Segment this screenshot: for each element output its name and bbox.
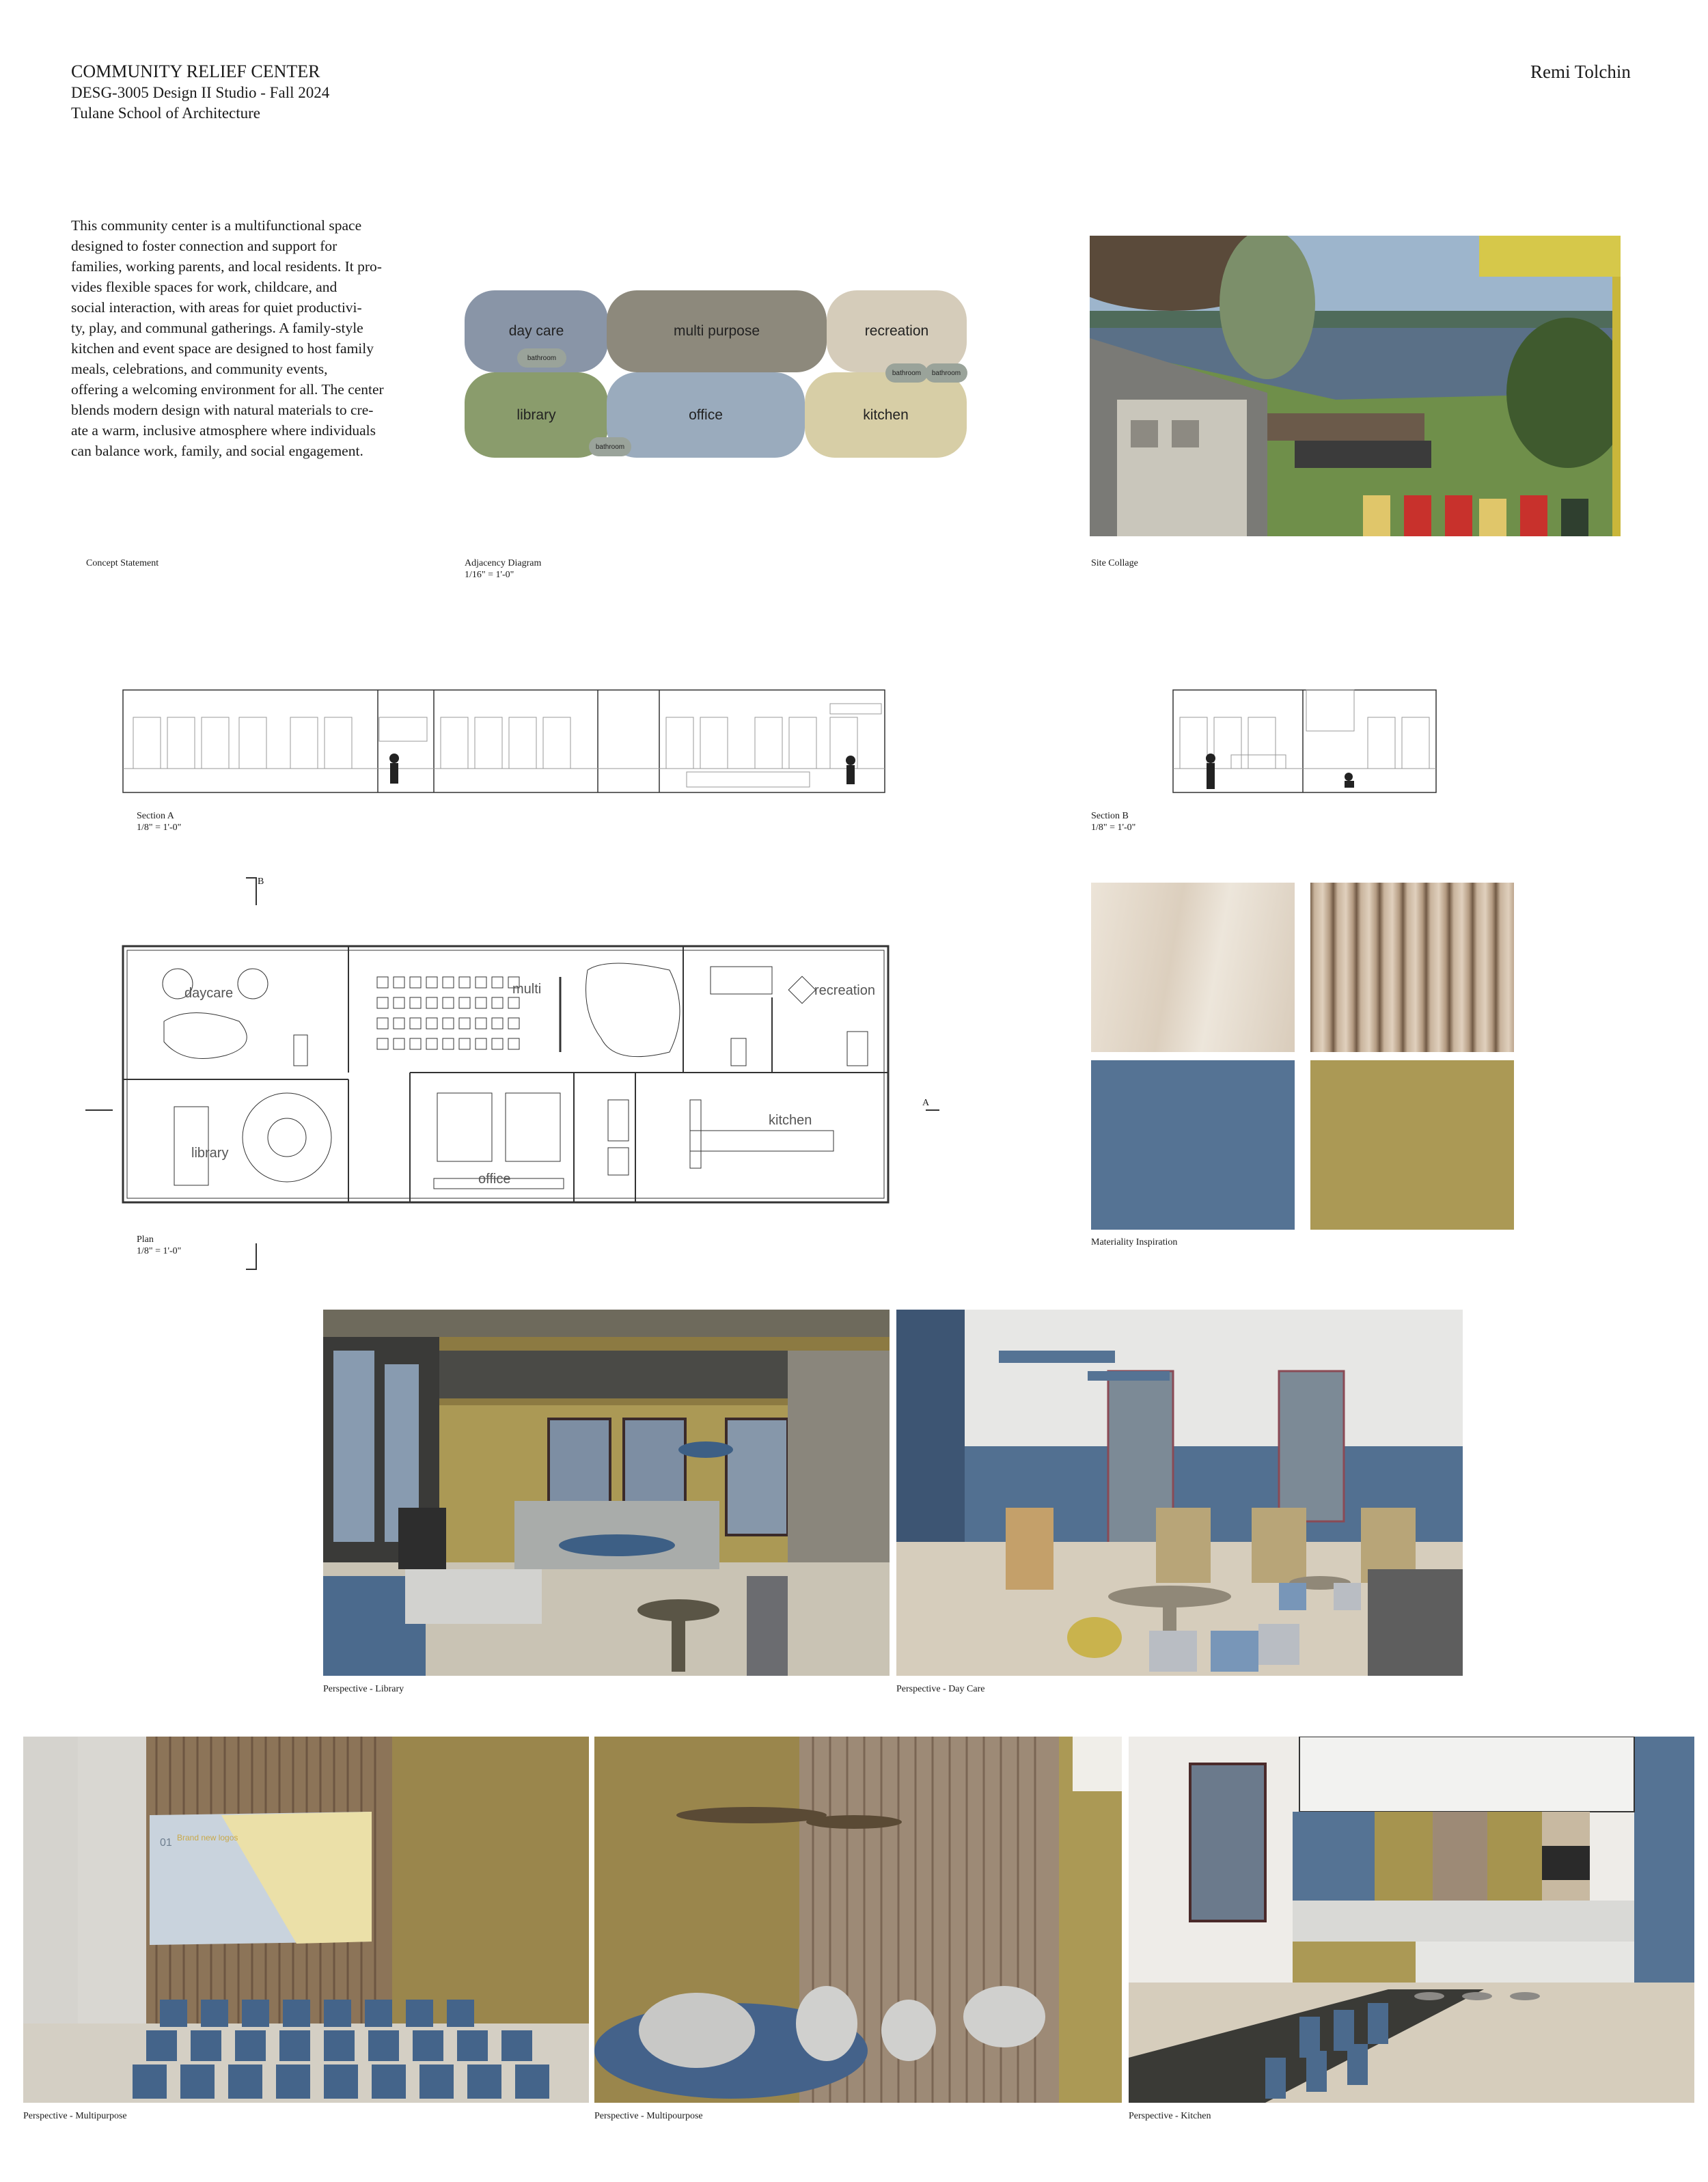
concept-line: ty, play, and communal gatherings. A family-style <box>71 320 363 336</box>
plan-scale: 1/8" = 1'-0" <box>137 1246 182 1256</box>
bubble-kitchen: kitchen <box>805 372 967 458</box>
section-b-caption: Section B <box>1091 811 1129 821</box>
screen-number: 01 <box>160 1837 172 1849</box>
perspective-kitchen-caption: Perspective - Kitchen <box>1129 2111 1211 2121</box>
site-collage-caption: Site Collage <box>1091 558 1138 568</box>
plan-label-multi: multi <box>512 982 542 997</box>
bubble-library: library <box>465 372 608 458</box>
plan-label-recreation: recreation <box>814 983 875 998</box>
concept-line: families, working parents, and local residents. It pro- <box>71 258 382 275</box>
perspective-daycare-caption: Perspective - Day Care <box>896 1684 985 1694</box>
concept-line: kitchen and event space are designed to host family <box>71 340 374 357</box>
perspective-library-render <box>323 1310 890 1676</box>
bathroom-node: bathroom <box>517 348 566 368</box>
adjacency-caption: Adjacency Diagram <box>465 558 542 568</box>
adjacency-scale: 1/16" = 1'-0" <box>465 570 514 580</box>
materiality-caption: Materiality Inspiration <box>1091 1237 1178 1247</box>
project-title: COMMUNITY RELIEF CENTER <box>71 61 320 81</box>
bathroom-node: bathroom <box>925 363 967 383</box>
concept-line: blends modern design with natural materials to cre- <box>71 402 374 418</box>
screen-text: Brand new logos <box>177 1833 238 1842</box>
section-b-drawing <box>1170 687 1440 799</box>
floor-plan-drawing <box>82 874 943 1271</box>
perspective-multipurpose-2-caption: Perspective - Multipourpose <box>594 2111 703 2121</box>
material-ochre-swatch <box>1310 1060 1514 1230</box>
plan-caption: Plan <box>137 1234 154 1245</box>
author-name: Remi Tolchin <box>1530 61 1631 82</box>
perspective-multipurpose-render <box>23 1737 589 2103</box>
concept-line: This community center is a multifunctional space <box>71 217 362 234</box>
concept-line: designed to foster connection and support for <box>71 238 338 254</box>
perspective-multipurpose-1-caption: Perspective - Multipurpose <box>23 2111 127 2121</box>
bubble-multi-purpose: multi purpose <box>607 290 827 372</box>
bubble-office: office <box>607 372 805 458</box>
course-line: DESG-3005 Design II Studio - Fall 2024 <box>71 84 330 101</box>
section-a-marker-label: A <box>922 1098 930 1108</box>
section-b-scale: 1/8" = 1'-0" <box>1091 823 1136 833</box>
plan-label-kitchen: kitchen <box>769 1113 812 1128</box>
concept-statement <box>71 215 426 461</box>
material-blue-swatch <box>1091 1060 1295 1230</box>
bubble-recreation: recreation <box>827 290 967 372</box>
concept-caption: Concept Statement <box>86 558 159 568</box>
perspective-kitchen-render <box>1129 1737 1694 2103</box>
section-a-caption: Section A <box>137 811 174 821</box>
perspective-multipurpose-2-render <box>594 1737 1122 2103</box>
concept-line: can balance work, family, and social engagement. <box>71 443 363 459</box>
perspective-library-caption: Perspective - Library <box>323 1684 404 1694</box>
section-b-marker-label: B <box>258 876 264 887</box>
school-line: Tulane School of Architecture <box>71 105 261 122</box>
concept-line: vides flexible spaces for work, childcare, and <box>71 279 338 295</box>
plan-label-daycare: daycare <box>184 986 234 1001</box>
bathroom-node: bathroom <box>885 363 928 383</box>
concept-line: ate a warm, inclusive atmosphere where individuals <box>71 422 376 439</box>
bathroom-node: bathroom <box>589 437 631 456</box>
material-light-wood-swatch <box>1091 883 1295 1052</box>
section-a-drawing <box>120 687 888 799</box>
concept-line: meals, celebrations, and community events, <box>71 361 328 377</box>
bubble-day-care: day care <box>465 290 608 372</box>
plan-label-office: office <box>478 1172 511 1187</box>
concept-line: offering a welcoming environment for all. The center <box>71 381 384 398</box>
plan-label-library: library <box>191 1146 229 1161</box>
material-wood-slat-swatch <box>1310 883 1514 1052</box>
section-a-scale: 1/8" = 1'-0" <box>137 823 182 833</box>
perspective-daycare-render <box>896 1310 1463 1676</box>
concept-line: social interaction, with areas for quiet productivi- <box>71 299 362 316</box>
site-collage-image <box>1090 236 1621 536</box>
